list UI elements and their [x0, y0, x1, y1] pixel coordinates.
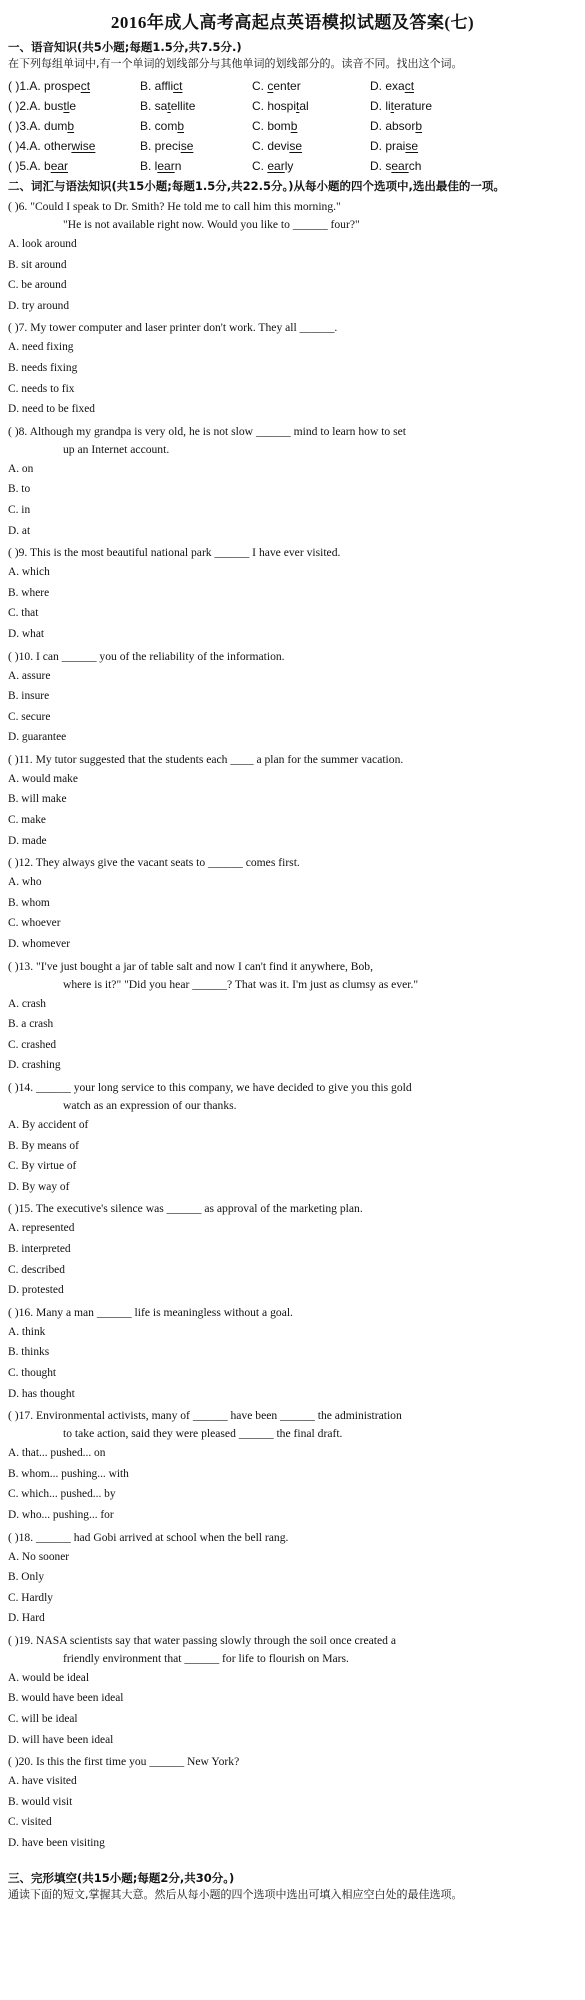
stem-line: ( )17. Environmental activists, many of ______ have been ______ the administration	[8, 1409, 402, 1423]
phonetics-option[interactable]	[8, 96, 140, 116]
answer-option[interactable]: B. where	[8, 586, 50, 599]
underlined-letters: b	[177, 119, 185, 133]
answer-option[interactable]: A. No sooner	[8, 1550, 70, 1563]
underlined-letters: b	[67, 119, 75, 133]
answer-option[interactable]: A. would be ideal	[8, 1671, 89, 1684]
stem-line: ( )15. The executive's silence was ______ as approval of the marketing plan.	[8, 1202, 363, 1216]
answer-option[interactable]: D. who... pushing... for	[8, 1508, 114, 1521]
answer-option[interactable]: B. would have been ideal	[8, 1692, 124, 1705]
phonetics-rows	[8, 76, 577, 176]
phonetics-option[interactable]	[140, 156, 252, 176]
word-prefix: A. prospe	[29, 79, 81, 93]
answer-option[interactable]: B. would visit	[8, 1795, 73, 1808]
answer-option[interactable]: C. be around	[8, 279, 67, 292]
part2-section	[8, 178, 577, 1854]
phonetics-option[interactable]	[252, 96, 370, 116]
phonetics-option[interactable]	[252, 156, 370, 176]
answer-option[interactable]: D. guarantee	[8, 731, 67, 744]
question-stem	[8, 198, 577, 234]
answer-option[interactable]: D. try around	[8, 299, 70, 312]
underlined-letters: t	[167, 99, 171, 113]
word-suffix: n	[174, 159, 182, 173]
answer-option[interactable]: C. will be ideal	[8, 1713, 78, 1726]
answer-option[interactable]: A. need fixing	[8, 341, 74, 354]
underlined-letters: ear	[50, 159, 69, 173]
question-item	[8, 648, 577, 748]
underlined-letters: t	[390, 99, 395, 113]
stem-line-continued: up an Internet account.	[63, 442, 170, 456]
word-prefix: D. s	[370, 159, 392, 173]
question-stem	[8, 1529, 577, 1547]
answer-option[interactable]: A. that... pushed... on	[8, 1447, 106, 1460]
phonetics-option[interactable]	[8, 156, 140, 176]
underlined-letters: tl	[63, 99, 70, 113]
question-stem	[8, 1407, 577, 1443]
answer-option[interactable]: B. a crash	[8, 1018, 54, 1031]
answer-option[interactable]: C. whoever	[8, 917, 61, 930]
word-prefix: B. l	[140, 159, 158, 173]
question-item	[8, 1407, 577, 1525]
answer-option[interactable]: A. would make	[8, 772, 78, 785]
word-prefix: C.	[252, 159, 268, 173]
question-item	[8, 1753, 577, 1853]
part3-instruction: 通读下面的短文,掌握其大意。然后从每小题的四个选项中选出可填入相应空白处的最佳选项。	[8, 1887, 463, 1901]
question-item	[8, 319, 577, 419]
stem-line: ( )20. Is this the first time you ______ New York?	[8, 1755, 240, 1769]
phonetics-option[interactable]	[8, 76, 140, 96]
stem-line: ( )9. This is the most beautiful national park ______ I have ever visited.	[8, 546, 341, 560]
word-prefix: A. other	[29, 139, 72, 153]
answer-option[interactable]: A. assure	[8, 669, 51, 682]
question-item	[8, 1079, 577, 1197]
word-prefix: D. li	[370, 99, 391, 113]
stem-line: ( )11. My tutor suggested that the students each ____ a plan for the summer vacation.	[8, 752, 404, 766]
word-prefix: C.	[252, 79, 268, 93]
underlined-letters: b	[415, 119, 423, 133]
phonetics-option[interactable]	[140, 136, 252, 156]
answer-option[interactable]: D. whomever	[8, 938, 70, 951]
question-number: ( )5.	[8, 159, 30, 173]
question-item	[8, 1529, 577, 1629]
part1-instruction: 在下列每组单词中,有一个单词的划线部分与其他单词的划线部分的。读音不同。找出这个词。	[8, 57, 463, 70]
question-number: ( )3.	[8, 119, 30, 133]
answer-option[interactable]: C. crashed	[8, 1038, 57, 1051]
word-prefix: D. absor	[370, 119, 416, 133]
stem-line: ( )7. My tower computer and laser printer don't work. They all ______.	[8, 321, 338, 335]
phonetics-option[interactable]	[252, 136, 370, 156]
underlined-letters: se	[405, 139, 419, 153]
answer-option[interactable]: B. By means of	[8, 1139, 79, 1152]
answer-option[interactable]: B. to	[8, 483, 31, 496]
stem-line: ( )8. Although my grandpa is very old, he is not slow ______ mind to learn how to set	[8, 424, 407, 438]
question-stem	[8, 319, 577, 337]
answer-option[interactable]: B. whom... pushing... with	[8, 1467, 129, 1480]
question-item	[8, 544, 577, 644]
answer-option[interactable]: D. protested	[8, 1284, 64, 1297]
answer-option[interactable]: C. visited	[8, 1816, 52, 1829]
question-item	[8, 1632, 577, 1750]
underlined-letters: ear	[267, 159, 285, 173]
answer-option[interactable]: D. crashing	[8, 1059, 61, 1072]
answer-option[interactable]: A. which	[8, 566, 50, 579]
answer-option[interactable]: D. will have been ideal	[8, 1733, 114, 1746]
stem-line: ( )12. They always give the vacant seats to ______ comes first.	[8, 856, 300, 870]
question-stem	[8, 1753, 577, 1771]
answer-option[interactable]: B. will make	[8, 793, 67, 806]
answer-option[interactable]: B. interpreted	[8, 1242, 71, 1255]
phonetics-option[interactable]	[140, 96, 252, 116]
part2-header: 二、词汇与语法知识(共15小题;每题1.5分,共22.5分。)从每小题的四个选项中,选出最佳的一项。	[8, 179, 505, 193]
answer-option[interactable]: C. needs to fix	[8, 382, 75, 395]
answer-option[interactable]: C. secure	[8, 710, 51, 723]
word-prefix: D. exa	[370, 79, 405, 93]
answer-option[interactable]: C. described	[8, 1263, 65, 1276]
answer-option[interactable]: C. By virtue of	[8, 1160, 77, 1173]
underlined-letters: c	[267, 79, 274, 93]
answer-option[interactable]: A. By accident of	[8, 1119, 89, 1131]
underlined-letters: ct	[173, 79, 183, 93]
underlined-letters: ct	[80, 79, 91, 93]
answer-option[interactable]: B. thinks	[8, 1346, 50, 1359]
question-stem	[8, 1079, 577, 1115]
answer-option[interactable]: C. make	[8, 814, 46, 827]
question-number: ( )2.	[8, 99, 30, 113]
underlined-letters: se	[180, 139, 194, 153]
stem-line: ( )18. ______ had Gobi arrived at school when the bell rang.	[8, 1530, 289, 1544]
phonetics-option[interactable]	[370, 156, 577, 176]
answer-option[interactable]: C. Hardly	[8, 1591, 53, 1604]
question-stem	[8, 1304, 577, 1322]
answer-option[interactable]: B. sit around	[8, 258, 67, 271]
phonetics-option[interactable]	[8, 136, 140, 156]
word-suffix: ellite	[170, 99, 196, 113]
answer-option[interactable]: C. which... pushed... by	[8, 1488, 116, 1501]
question-stem	[8, 544, 577, 562]
answer-option[interactable]: D. have been visiting	[8, 1837, 105, 1850]
question-stem	[8, 958, 577, 994]
answer-option[interactable]: C. that	[8, 607, 39, 620]
word-suffix: ly	[284, 159, 294, 173]
phonetics-option[interactable]	[8, 116, 140, 136]
answer-option[interactable]: C. in	[8, 503, 31, 516]
answer-option[interactable]: D. Hard	[8, 1612, 45, 1625]
answer-option[interactable]: D. at	[8, 524, 31, 537]
page-title: 2016年成人高考高起点英语模拟试题及答案(七)	[110, 13, 475, 32]
word-prefix: B. affli	[140, 79, 174, 93]
word-prefix: B. preci	[140, 139, 181, 153]
underlined-letters: ear	[157, 159, 175, 173]
answer-option[interactable]: D. made	[8, 834, 47, 847]
word-prefix: B. sa	[140, 99, 168, 113]
word-prefix: A. bus	[29, 99, 64, 113]
answer-option[interactable]: D. what	[8, 627, 45, 640]
word-prefix: D. prai	[370, 139, 406, 153]
question-stem	[8, 1200, 577, 1218]
phonetics-option[interactable]	[370, 116, 577, 136]
word-suffix: e	[69, 99, 77, 113]
word-prefix: C. bom	[252, 119, 291, 133]
word-suffix: erature	[394, 99, 433, 113]
phonetics-option[interactable]	[140, 116, 252, 136]
word-suffix: al	[299, 99, 309, 113]
stem-line-continued: friendly environment that ______ for life to flourish on Mars.	[63, 1651, 349, 1665]
phonetics-row	[8, 116, 577, 136]
answer-option[interactable]: B. Only	[8, 1571, 45, 1584]
stem-line: ( )13. "I've just bought a jar of table salt and now I can't find it anywhere, Bob,	[8, 959, 373, 973]
word-suffix: enter	[273, 79, 301, 93]
stem-line: ( )10. I can ______ you of the reliability of the information.	[8, 649, 285, 663]
stem-line-continued: where is it?" "Did you hear ______? That was it. I'm just as clumsy as ever."	[63, 977, 419, 991]
underlined-letters: se	[289, 139, 303, 153]
answer-option[interactable]: A. have visited	[8, 1775, 77, 1788]
part3-header: 三、完形填空(共15小题;每题2分,共30分。)	[8, 1870, 235, 1885]
phonetics-row	[8, 156, 577, 176]
stem-line: ( )16. Many a man ______ life is meaningless without a goal.	[8, 1305, 293, 1319]
phonetics-option[interactable]	[370, 136, 577, 156]
phonetics-option[interactable]	[252, 116, 370, 136]
answer-option[interactable]: D. By way of	[8, 1180, 70, 1193]
question-item	[8, 854, 577, 954]
answer-option[interactable]: A. on	[8, 462, 34, 475]
word-prefix: B. com	[140, 119, 178, 133]
answer-option[interactable]: B. needs fixing	[8, 361, 78, 374]
answer-option[interactable]: D. has thought	[8, 1387, 75, 1400]
question-item	[8, 958, 577, 1076]
stem-line-continued: "He is not available right now. Would you like to ______ four?"	[63, 218, 360, 231]
part1-section	[8, 39, 577, 176]
answer-option[interactable]: A. who	[8, 876, 42, 889]
answer-option[interactable]: A. look around	[8, 238, 77, 250]
stem-line-continued: watch as an expression of our thanks.	[63, 1099, 237, 1112]
phonetics-option[interactable]	[370, 96, 577, 116]
stem-line-continued: to take action, said they were pleased ______ the final draft.	[63, 1427, 343, 1441]
word-prefix: C. hospi	[252, 99, 297, 113]
phonetics-row	[8, 76, 577, 96]
questions-list	[8, 198, 577, 1854]
question-stem	[8, 854, 577, 872]
phonetics-option[interactable]	[252, 76, 370, 96]
question-item	[8, 423, 577, 541]
question-number: ( )1.	[8, 79, 30, 93]
word-prefix: A. b	[29, 159, 51, 173]
question-number: ( )4.	[8, 139, 30, 153]
question-item	[8, 1200, 577, 1300]
stem-line: ( )19. NASA scientists say that water passing slowly through the soil once created a	[8, 1633, 396, 1647]
underlined-letters: ct	[404, 79, 415, 93]
question-stem	[8, 423, 577, 459]
phonetics-option[interactable]	[140, 76, 252, 96]
question-stem	[8, 648, 577, 666]
answer-option[interactable]: A. represented	[8, 1222, 75, 1235]
phonetics-row	[8, 136, 577, 156]
answer-option[interactable]: B. whom	[8, 896, 50, 909]
underlined-letters: wise	[71, 139, 96, 153]
phonetics-row	[8, 96, 577, 116]
phonetics-option[interactable]	[370, 76, 577, 96]
answer-option[interactable]: A. think	[8, 1325, 46, 1338]
question-stem	[8, 1632, 577, 1668]
underlined-letters: ear	[391, 159, 409, 173]
word-prefix: C. devi	[252, 139, 290, 153]
underlined-letters: t	[296, 99, 300, 113]
answer-option[interactable]: A. crash	[8, 997, 46, 1010]
word-suffix: ch	[408, 159, 422, 173]
question-item	[8, 1304, 577, 1404]
part1-header: 一、语音知识(共5小题;每题1.5分,共7.5分.)	[8, 40, 242, 54]
answer-option[interactable]: C. thought	[8, 1366, 57, 1379]
stem-line: ( )14. ______ your long service to this company, we have decided to give you this gold	[8, 1081, 412, 1094]
question-stem	[8, 751, 577, 769]
part3-section	[8, 1870, 577, 1903]
underlined-letters: b	[290, 119, 298, 133]
word-prefix: A. dum	[29, 119, 68, 133]
stem-line: ( )6. "Could I speak to Dr. Smith? He told me to call him this morning."	[8, 200, 341, 213]
answer-option[interactable]: B. insure	[8, 690, 50, 703]
answer-option[interactable]: D. need to be fixed	[8, 403, 95, 416]
question-item	[8, 198, 577, 316]
question-item	[8, 751, 577, 851]
